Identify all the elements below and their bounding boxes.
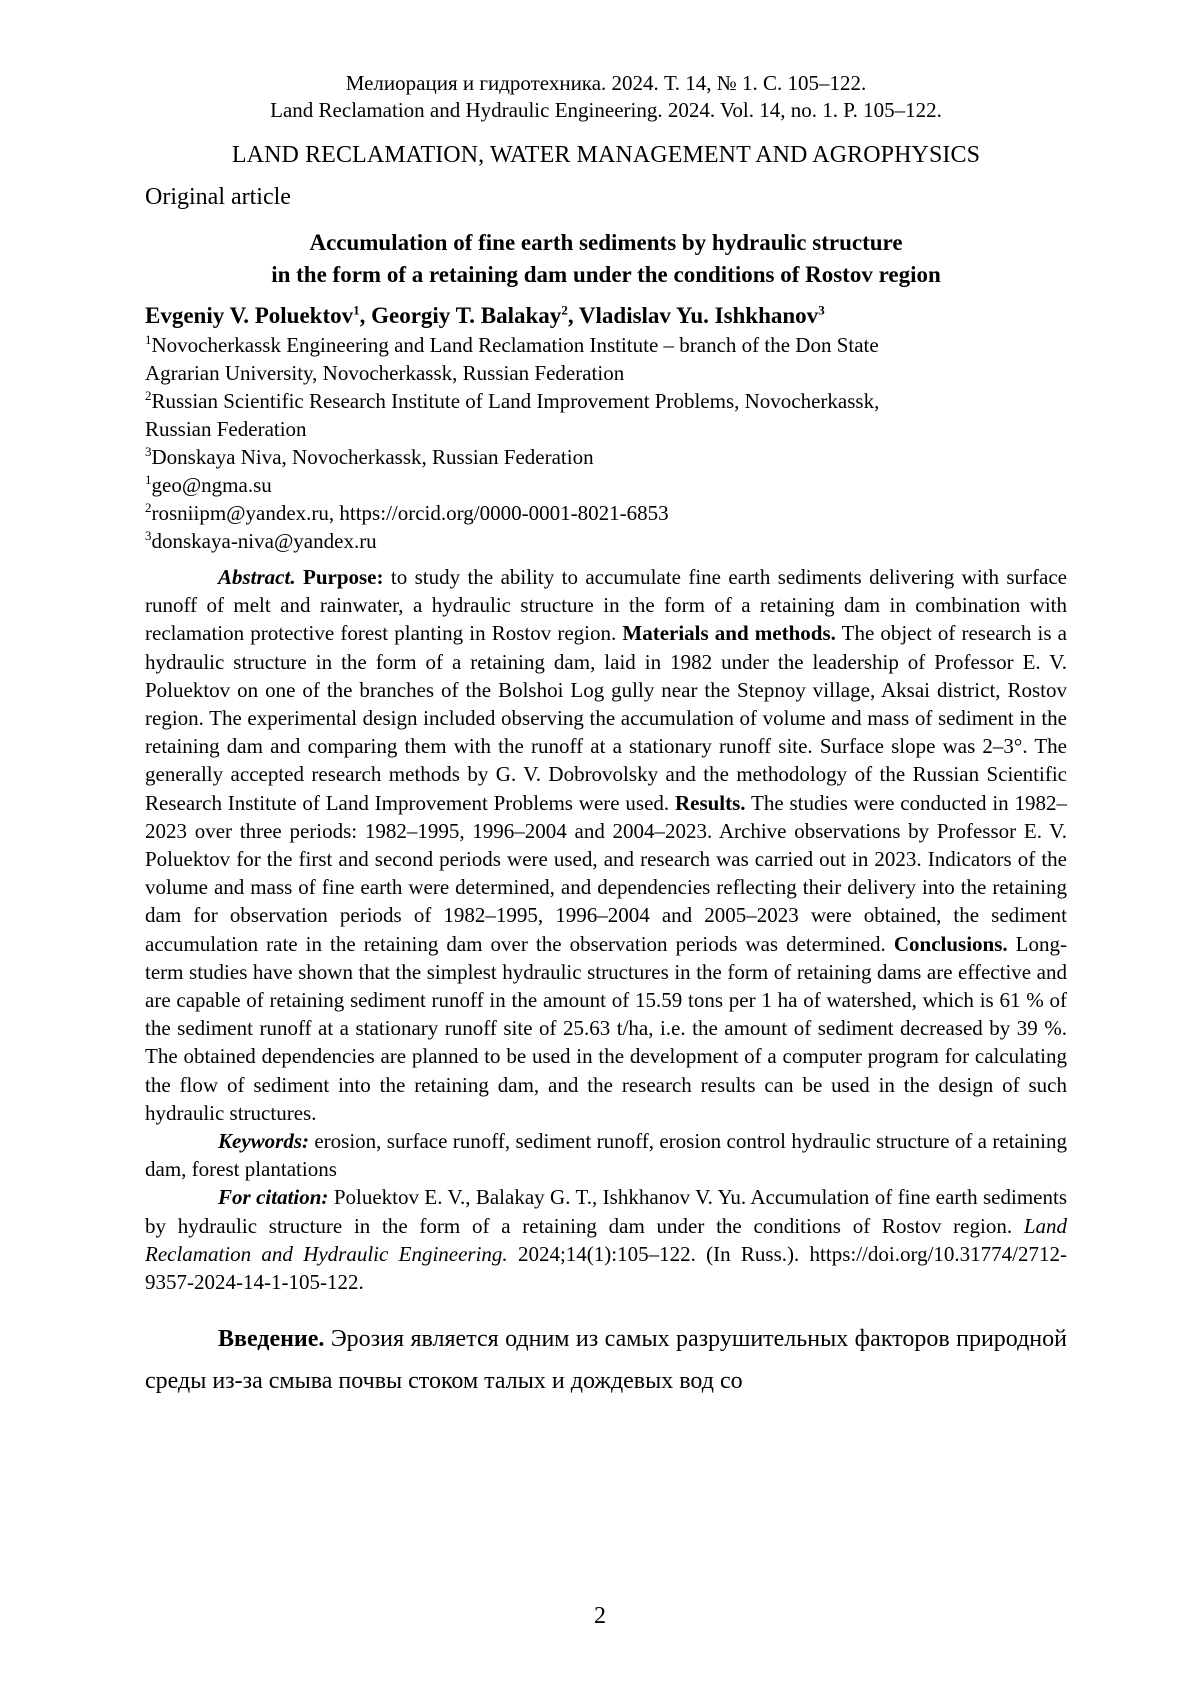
author-separator: ,: [359, 303, 372, 328]
affiliation-mark: 3: [145, 444, 152, 459]
author-name: Georgiy T. Balakay: [371, 303, 562, 328]
abstract-label: Abstract.: [218, 565, 296, 589]
purpose-text: to study the ability to accumulate fine earth sediments delivering with surface runoff of melt and rainwater, a hydraulic structure in the form of a retaining dam in combination with reclamation protective forest planting in Rostov region.: [145, 565, 1068, 646]
citation-text: Poluektov E. V., Balakay G. T., Ishkhanov V. Yu. Accumulation of fine earth sediments by hydraulic structure in the form of a retaining dam under the conditions of Rostov region.: [145, 1185, 1068, 1238]
contact-email-orcid[interactable]: rosniipm@yandex.ru, https://orcid.org/0000-0001-8021-6853: [151, 501, 669, 525]
affiliation-line: [145, 443, 1067, 471]
affiliation-text: Donskaya Niva, Novocherkassk, Russian Federation: [151, 445, 594, 469]
affiliation-mark: 2: [145, 388, 152, 403]
introduction-label: Введение.: [218, 1326, 325, 1353]
conclusions-label: Conclusions.: [893, 931, 1008, 956]
contact-mark: 2: [145, 500, 152, 515]
affiliation-line: Russian Federation: [145, 417, 307, 441]
article-type: Original article: [145, 184, 291, 210]
introduction-text: Эрозия является одним из самых разрушительных факторов природной среды из-за смыва почвы стоком талых и дождевых вод со: [145, 1326, 1067, 1395]
affiliation-text: Russian Scientific Research Institute of Land Improvement Problems, Novocherkassk,: [151, 389, 880, 413]
contact-email[interactable]: donskaya-niva@yandex.ru: [151, 529, 377, 553]
conclusions-text: Long-term studies have shown that the simplest hydraulic structures in the form of retaining dams are effective and are capable of retaining sediment runoff in the amount of 15.59 tons per 1 ha of watershed, which is 61 % of the sediment runoff at a stationary runoff site of 25.63 t/ha, i.e. the amount of sediment decreased by 39 %. The obtained dependencies are planned to be used in the development of a computer program for calculating the flow of sediment into the retaining dam, and the research results can be used in the design of such hydraulic structures.: [145, 931, 1067, 1125]
contact-mark: 3: [145, 528, 152, 543]
keywords-text: erosion, surface runoff, sediment runoff, erosion control hydraulic structure of a retaining dam, forest plantations: [145, 1129, 1067, 1182]
keywords-label: Keywords:: [218, 1129, 309, 1154]
keywords-paragraph: [145, 1127, 1067, 1183]
abstract-paragraph: [145, 563, 1067, 1127]
methods-label: Materials and methods.: [622, 621, 836, 646]
citation-doi[interactable]: 2024;14(1):105–122. (In Russ.). https://doi.org/10.31774/2712-9357-2024-14-1-105-122.: [145, 1241, 1067, 1295]
title-line-2: in the form of a retaining dam under the conditions of Rostov region: [271, 262, 941, 287]
author-list: [145, 301, 1067, 331]
contact-line: [145, 471, 1067, 499]
page-number: 2: [594, 1603, 606, 1629]
citation-paragraph: [145, 1183, 1067, 1296]
author-name: Evgeniy V. Poluektov: [145, 303, 354, 328]
author-name: Vladislav Yu. Ishkhanov: [578, 303, 819, 328]
introduction-paragraph: [145, 1318, 1067, 1402]
article-page: [145, 68, 1067, 1402]
author-affiliation-mark: 2: [561, 302, 568, 318]
purpose-label: Purpose:: [303, 565, 384, 589]
results-label: Results.: [674, 790, 746, 815]
affiliation-line: Agrarian University, Novocherkassk, Russian Federation: [145, 361, 625, 385]
citation-journal: Land Reclamation and Hydraulic Engineering.: [145, 1213, 1067, 1266]
methods-text: The object of research is a hydraulic structure in the form of a retaining dam, laid in 1982 under the leadership of Professor E. V. Poluektov on one of the branches of the Bolshoi Log gully near the Stepnoy village, Aksai district, Rostov region. The experimental design included observing the accumulation of volume and mass of sediment in the retaining dam and comparing them with the runoff at a stationary runoff site. Surface slope was 2–3°. The generally accepted research methods by G. V. Dobrovolsky and the methodology of the Russian Scientific Research Institute of Land Improvement Problems were used.: [145, 621, 1068, 815]
author-separator: ,: [567, 303, 579, 328]
author-affiliation-mark: 1: [353, 302, 360, 318]
results-text: The studies were conducted in 1982–2023 over three periods: 1982–1995, 1996–2004 and 2004–2023. Archive observations by Professor E. V. Poluektov for the first and second periods were used, and research was carried out in 2023. Indicators of the volume and mass of fine earth were determined, and dependencies reflecting their delivery into the retaining dam for observation periods of 1982–1995, 1996–2004 and 2005–2023 were obtained, the sediment accumulation rate in the retaining dam over the observation periods was determined.: [145, 790, 1067, 956]
citation-label: For citation:: [218, 1185, 329, 1210]
affiliations: [145, 331, 1067, 555]
contact-mark: 1: [145, 472, 152, 487]
contact-line: [145, 499, 1067, 527]
journal-header-en: Land Reclamation and Hydraulic Engineering. 2024. Vol. 14, no. 1. P. 105–122.: [270, 98, 942, 122]
affiliation-mark: 1: [145, 332, 152, 347]
journal-header-ru: Мелиорация и гидротехника. 2024. Т. 14, № 1. С. 105–122.: [345, 71, 867, 95]
contact-line: [145, 527, 1067, 555]
author-affiliation-mark: 3: [818, 302, 825, 318]
title-line-1: Accumulation of fine earth sediments by hydraulic structure: [309, 230, 903, 255]
affiliation-line: [145, 387, 1067, 415]
article-title: [145, 227, 1067, 291]
affiliation-text: Novocherkassk Engineering and Land Reclamation Institute – branch of the Don State: [151, 333, 879, 357]
affiliation-line: [145, 331, 1067, 359]
contact-email[interactable]: geo@ngma.su: [151, 473, 272, 497]
section-heading: LAND RECLAMATION, WATER MANAGEMENT AND AGROPHYSICS: [231, 142, 981, 168]
